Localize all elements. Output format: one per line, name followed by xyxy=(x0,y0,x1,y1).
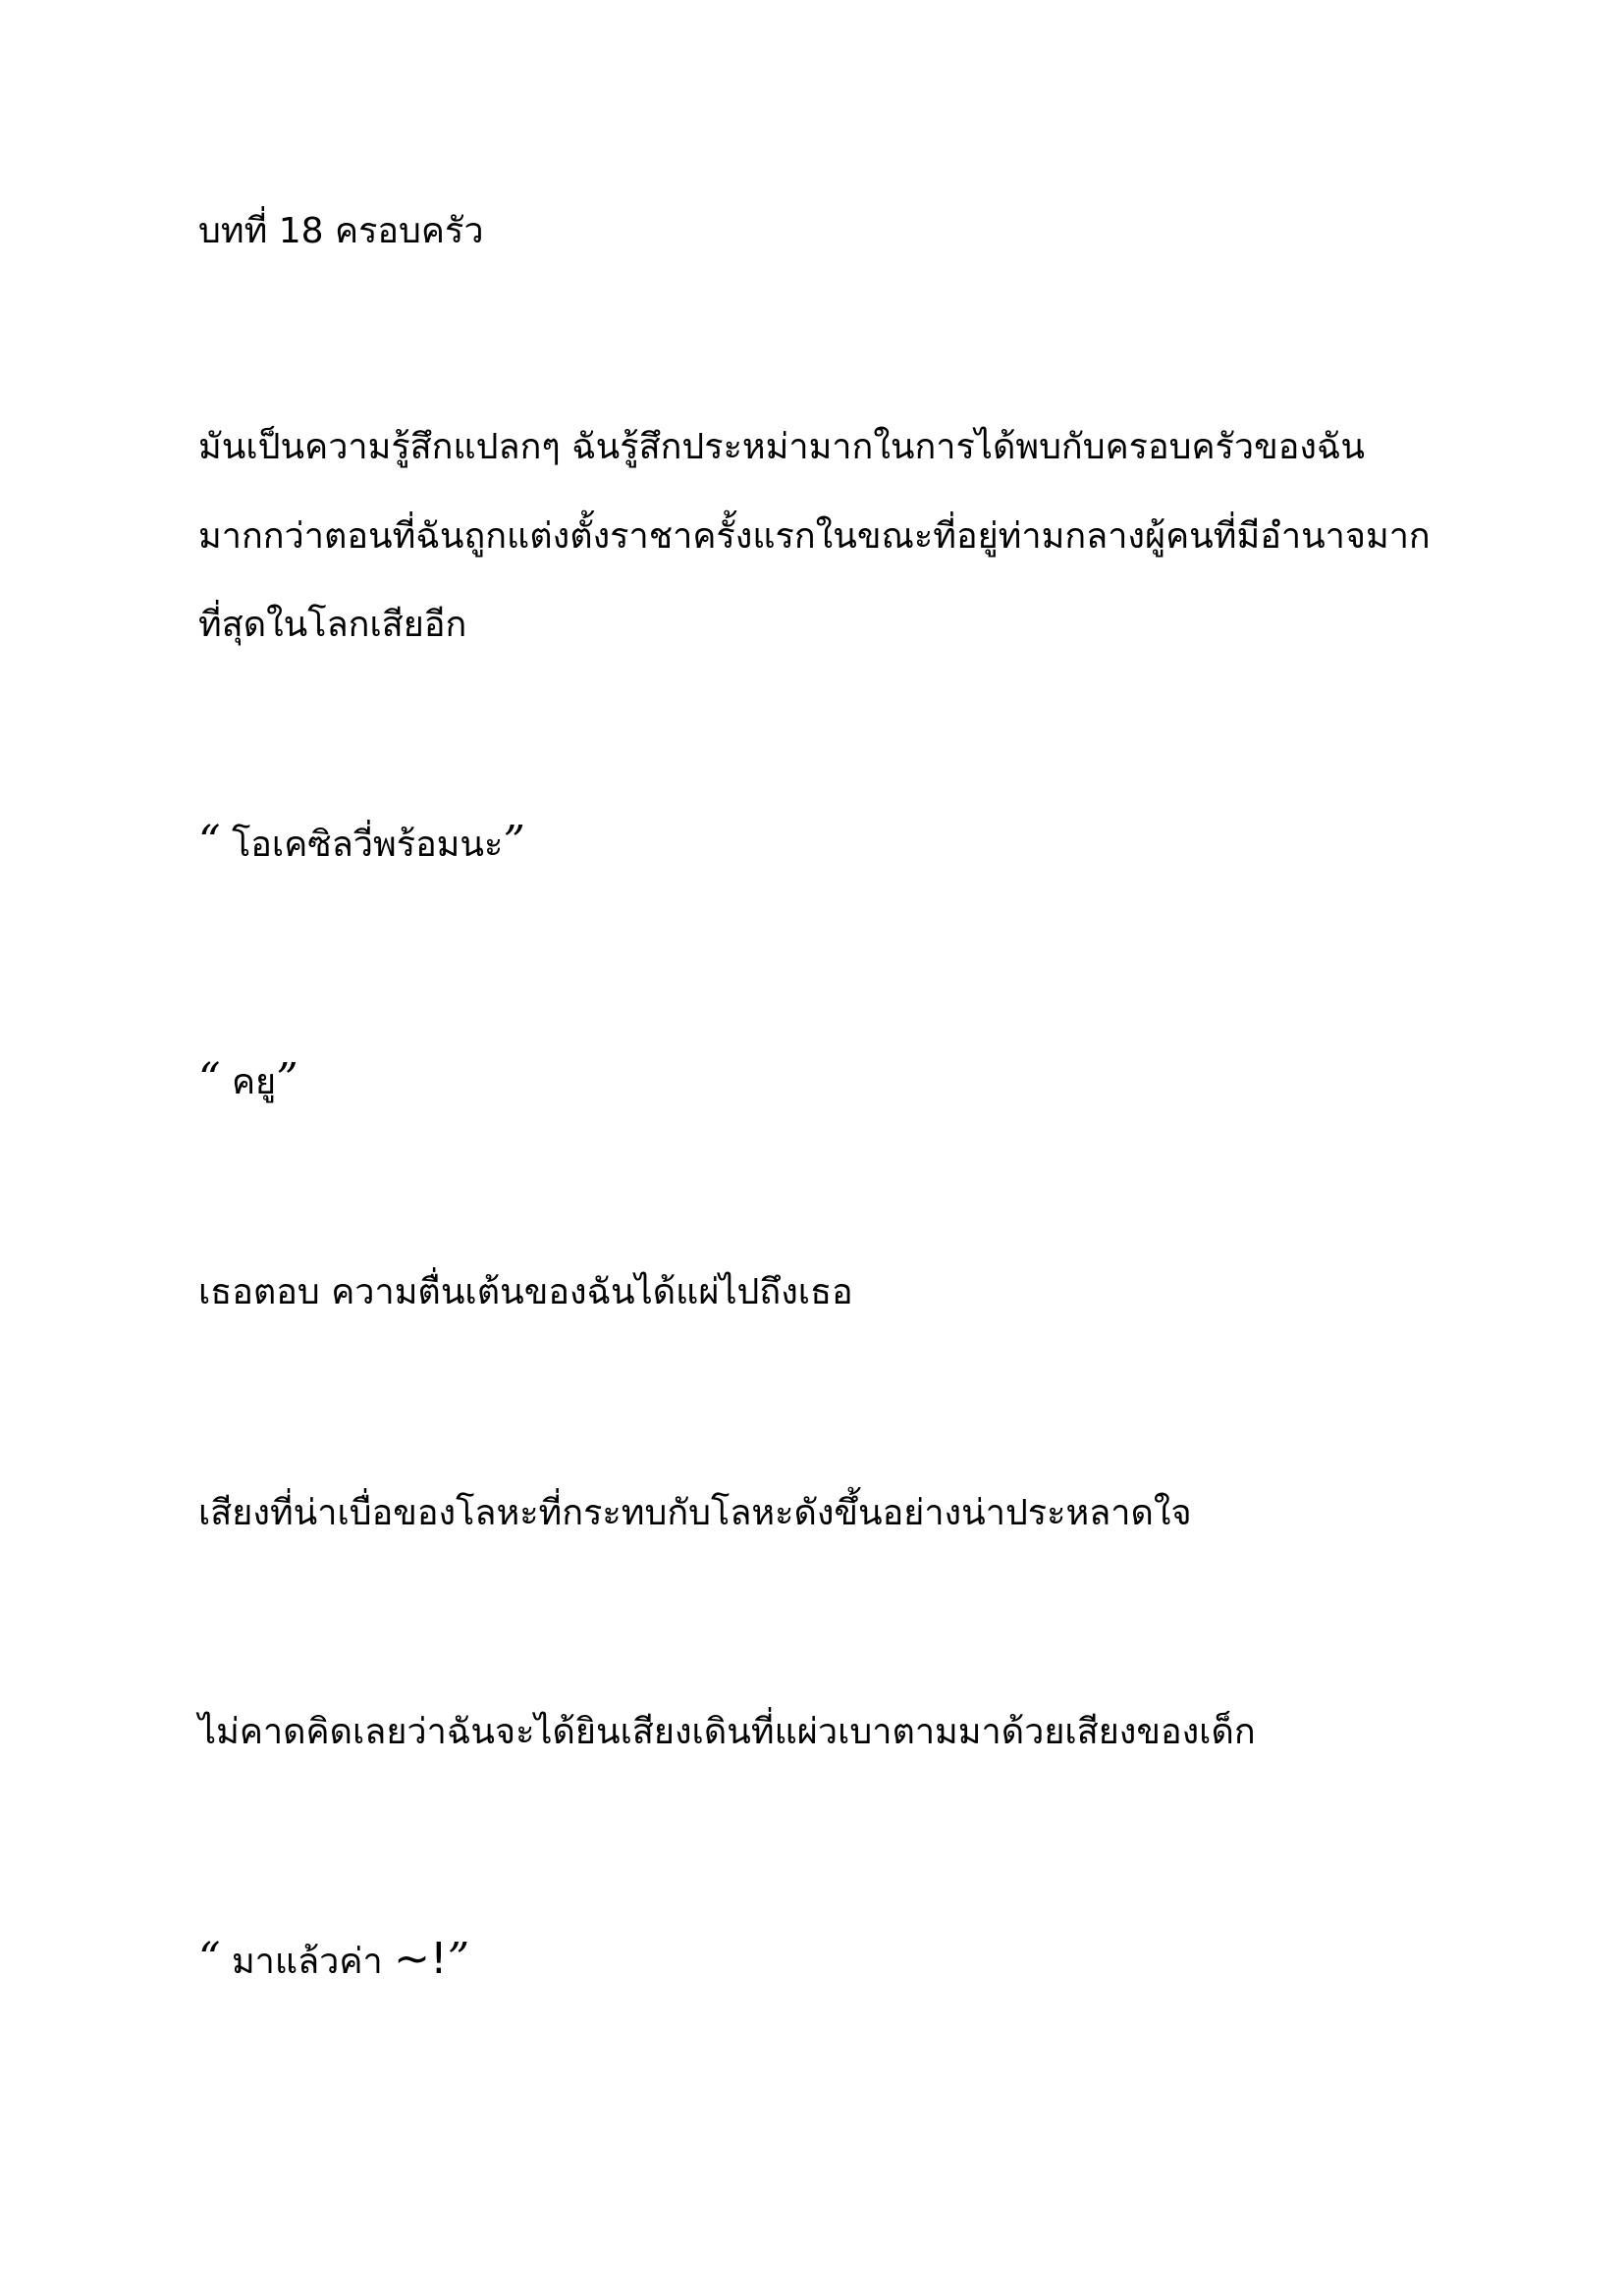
paragraph-1-line-2: มากกว่าตอนที่ฉันถูกแต่งตั้งราชาครั้งแรกในขณะที่อยู่ท่ามกลางผู้คนที่มีอำนาจมาก xyxy=(198,516,1431,557)
paragraph-2: เธอตอบ ความตื่นเต้นของฉันได้แผ่ไปถึงเธอ xyxy=(198,1272,853,1312)
close-quote-mark: ” xyxy=(447,1934,470,1984)
open-quote-mark: “ xyxy=(198,1934,221,1984)
chapter-title: บทที่ 18 ครอบครัว xyxy=(198,211,484,251)
close-quote-mark: ” xyxy=(276,1054,298,1104)
paragraph-3: เสียงที่น่าเบื่อของโลหะที่กระทบกับโลหะดังขึ้นอย่างน่าประหลาดใจ xyxy=(198,1493,1192,1533)
paragraph-4: ไม่คาดคิดเลยว่าฉันจะได้ยินเสียงเดินที่แผ่วเบาตามมาด้วยเสียงของเด็ก xyxy=(198,1712,1256,1752)
dialogue-1-text: โอเคซิลวี่พร้อมนะ xyxy=(220,825,504,865)
open-quote-mark: “ xyxy=(198,817,221,867)
dialogue-1 xyxy=(198,817,525,867)
dialogue-2-text: คยู xyxy=(220,1062,277,1102)
dialogue-2 xyxy=(198,1054,298,1104)
close-quote-mark: ” xyxy=(503,817,525,867)
paragraph-1-line-3: ที่สุดในโลกเสียอีก xyxy=(198,605,467,645)
dialogue-3-tail: ~! xyxy=(394,1934,448,1984)
paragraph-1-line-1: มันเป็นความรู้สึกแปลกๆ ฉันรู้สึกประหม่ามากในการได้พบกับครอบครัวของฉัน xyxy=(198,427,1366,467)
dialogue-3 xyxy=(198,1934,470,1984)
open-quote-mark: “ xyxy=(198,1054,221,1104)
dialogue-3-text: มาแล้วค่า xyxy=(220,1942,395,1982)
